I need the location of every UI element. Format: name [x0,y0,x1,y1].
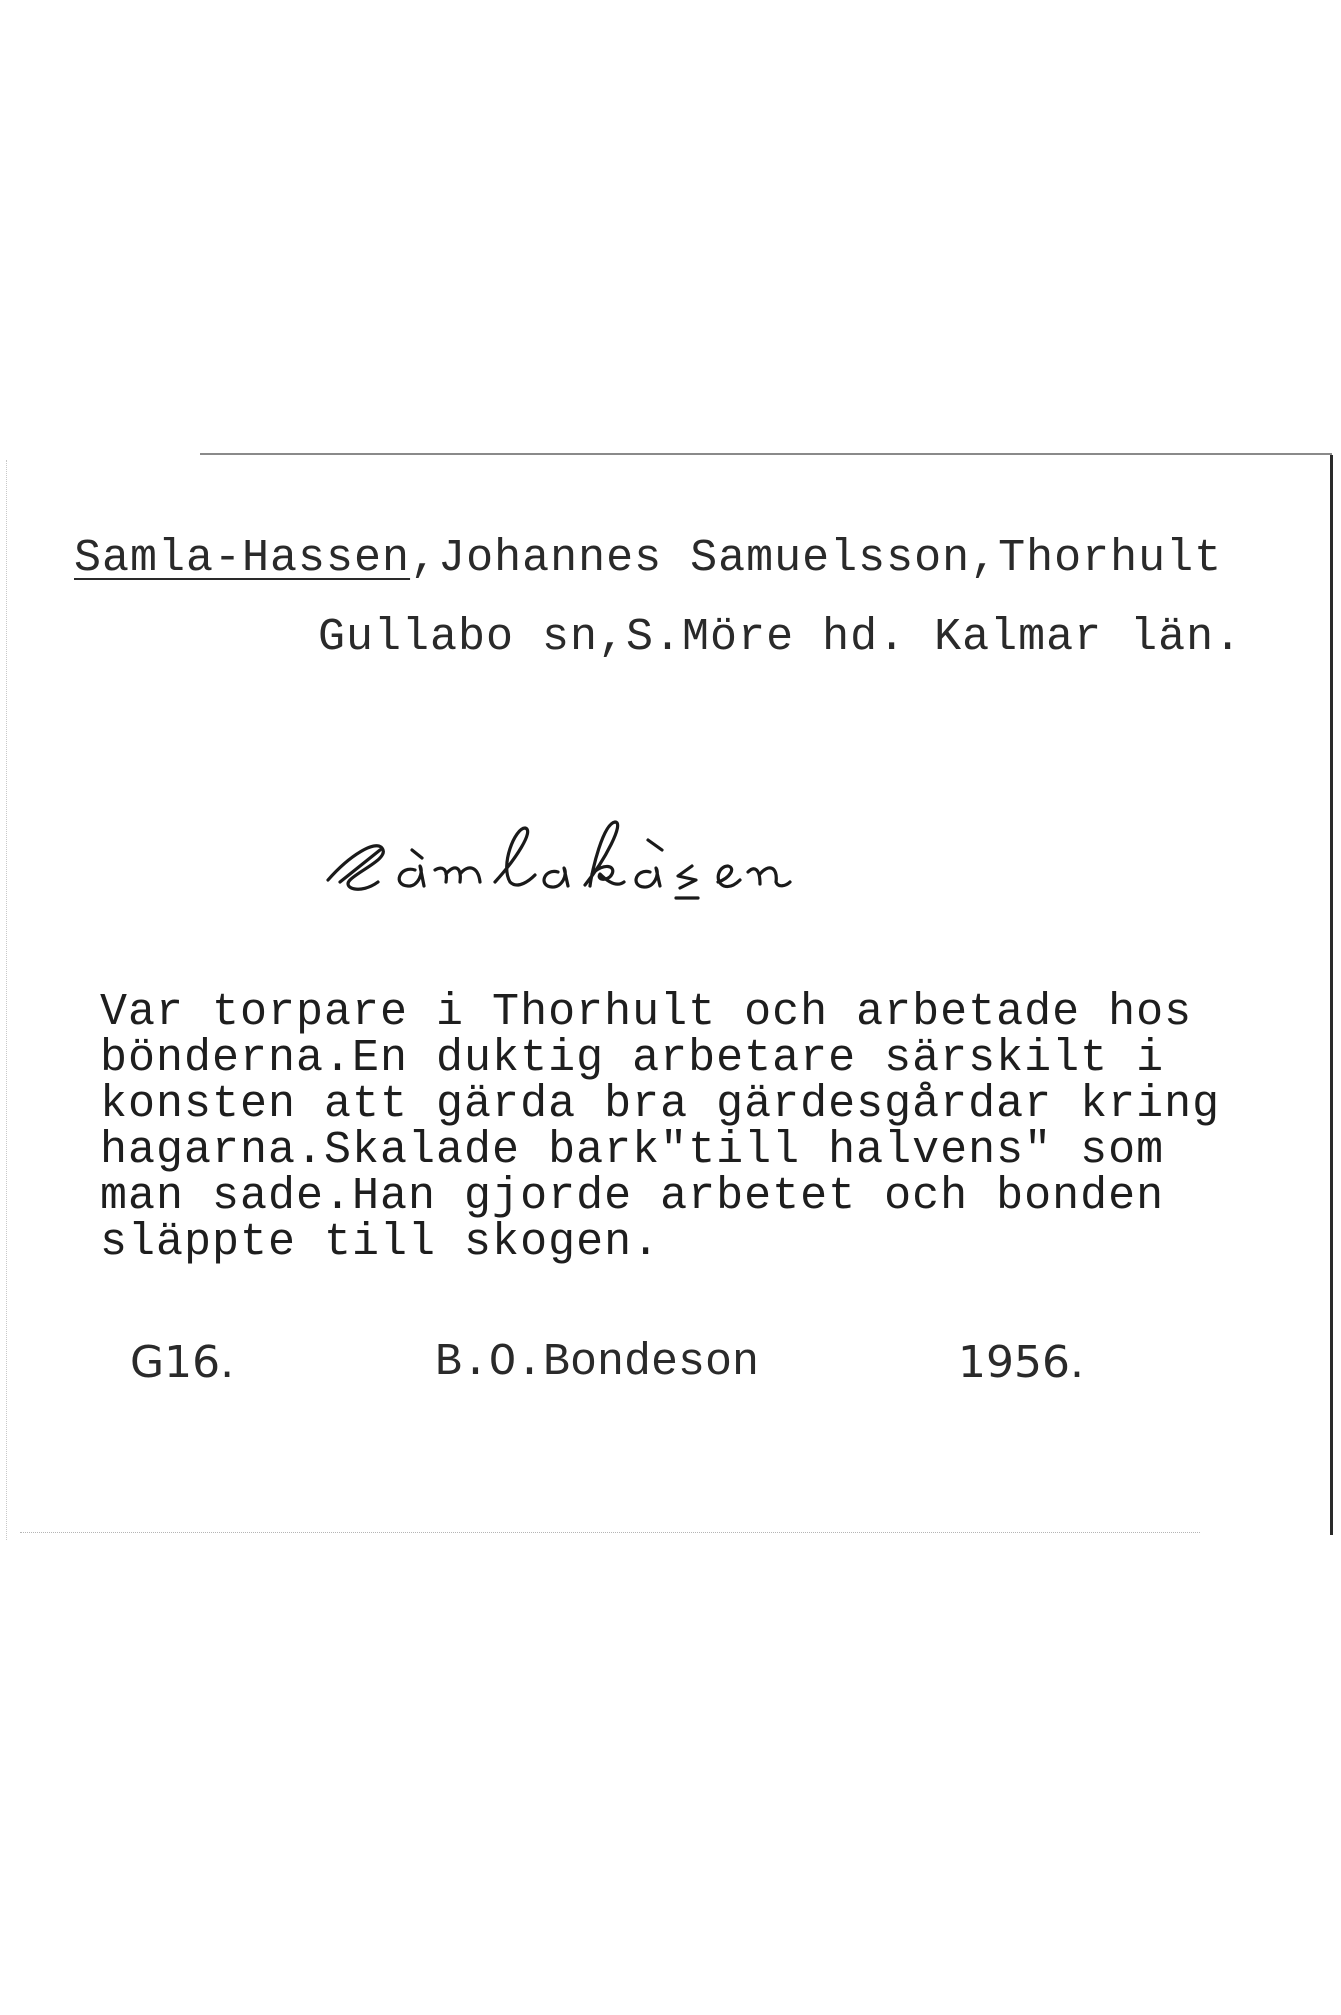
body-line: man sade.Han gjorde arbetet och bonden [100,1171,1165,1222]
body-line: släppte till skogen. [100,1217,661,1268]
card-header-location: Gullabo sn,S.Möre hd. Kalmar län. [318,612,1243,663]
body-line: hagarna.Skalade bark"till halvens" som [100,1125,1165,1176]
body-line: Var torpare i Thorhult och arbetade hos [100,987,1193,1038]
body-line: konsten att gärda bra gärdesgårdar kring [100,1079,1221,1130]
footer-author: B.O.Bondeson [435,1337,760,1388]
footer-year: 1956. [958,1337,1084,1388]
card-left-edge [6,460,7,1540]
card-right-border [1330,455,1333,1535]
card-bottom-border [20,1532,1200,1533]
footer-code: G16. [130,1337,235,1388]
nickname-underlined: Samla-Hassen [74,533,411,584]
card-top-border [200,453,1332,455]
body-line: bönderna.En duktig arbetare särskilt i [100,1033,1165,1084]
full-name: ,Johannes Samuelsson,Thorhult [410,533,1223,584]
card-body-text [100,987,1330,1268]
card-header-name-line [74,533,1222,584]
handwritten-name [320,770,1020,920]
